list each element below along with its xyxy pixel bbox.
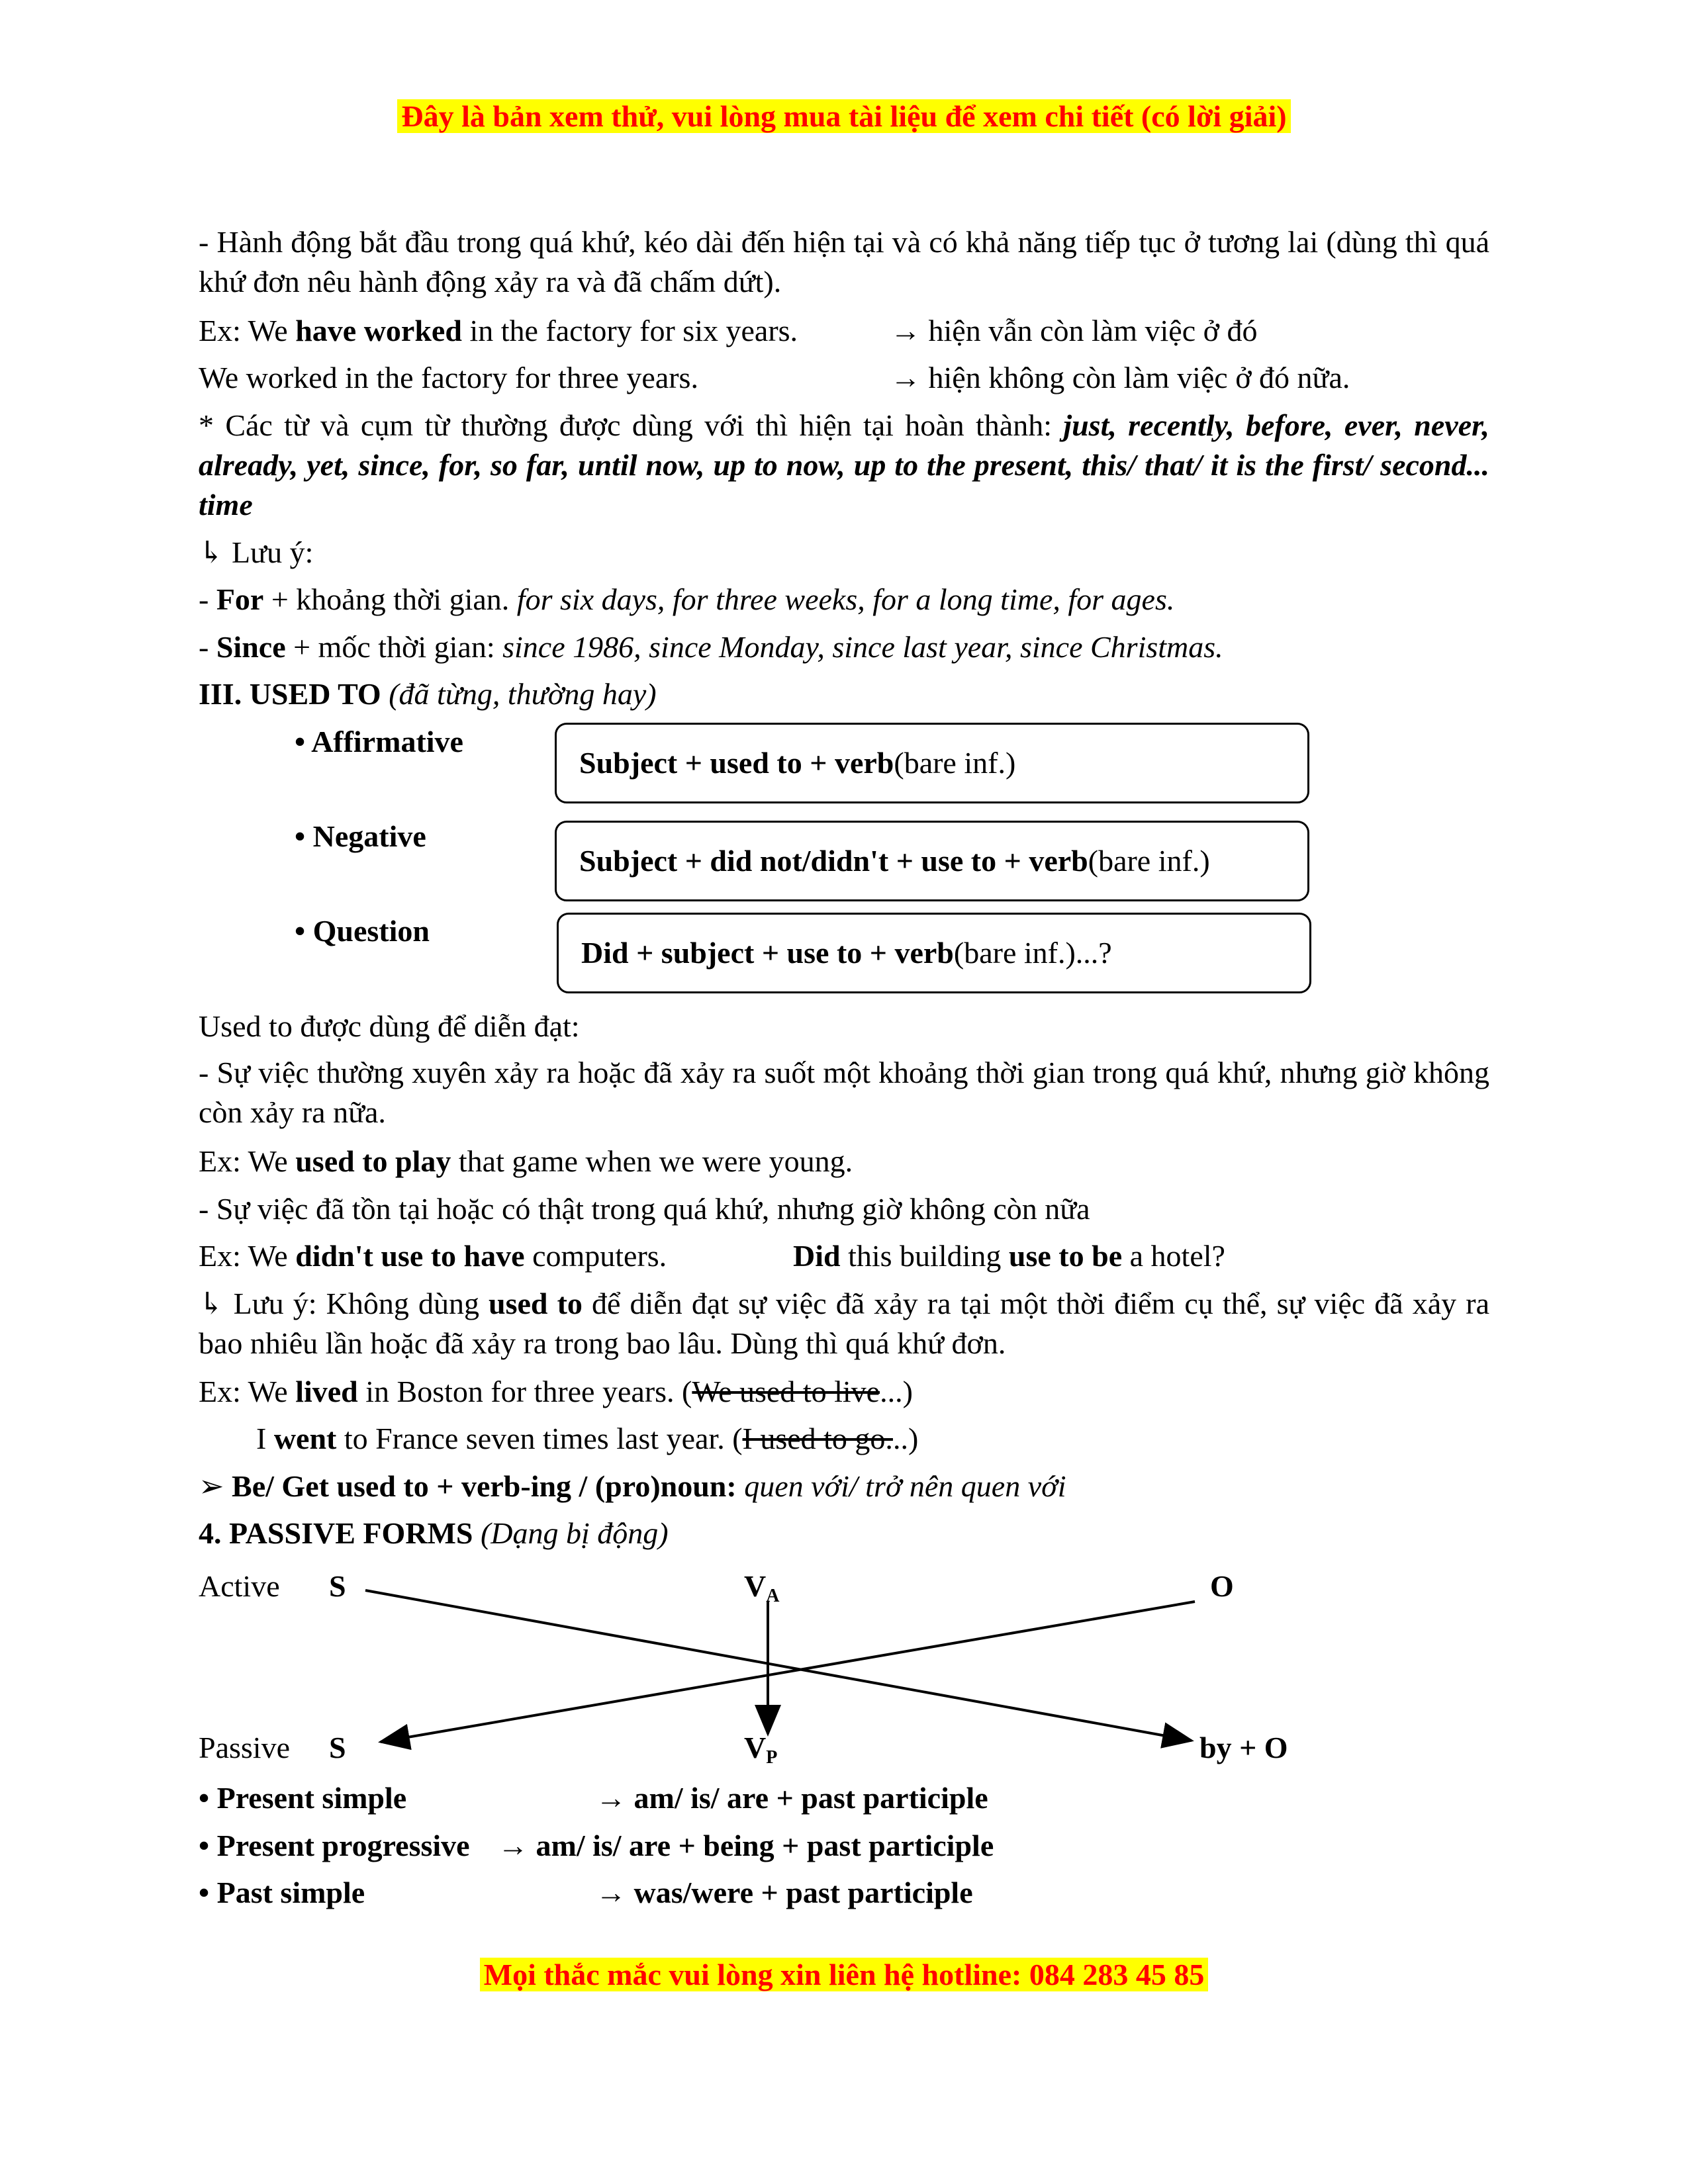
for-rule: - For + khoảng thời gian. for six days, for three weeks, for a long time, for ages. [199, 582, 1175, 616]
example-line: Ex: We have worked in the factory for six years. [199, 314, 798, 347]
since-rule: - Since + mốc thời gian: since 1986, since Monday, since last year, since Christmas. [199, 630, 1223, 664]
passive-rule: • Present simple [199, 1781, 407, 1815]
formula-box: Subject + used to + verb (bare inf.) [555, 723, 1309, 803]
signal-words: * Các từ và cụm từ thường được dùng với thì hiện tại hoàn thành: just, recently, before, ever, never, already, yet, since, for, so far, until now, up to now, up to the present, this/ that/ it is the first/ second... time [199, 408, 1490, 522]
bullet-icon: • [199, 1829, 217, 1862]
example-note: → hiện không còn làm việc ở đó nữa. [890, 361, 1350, 394]
bullet-icon: • [199, 1781, 217, 1815]
passive-label: Passive [199, 1731, 290, 1764]
example-note: → hiện vẫn còn làm việc ở đó [890, 314, 1258, 347]
bullet-icon: • [199, 1876, 217, 1909]
form-label: • Affirmative [295, 725, 463, 758]
note-line: ↳ Lưu ý: [199, 535, 314, 569]
paragraph-usage: - Hành động bắt đầu trong quá khứ, kéo dài đến hiện tại và có khả năng tiếp tục ở tương lai (dùng thì quá khứ đơn nêu hành động xảy ra và đã chấm dứt). [199, 225, 1489, 298]
passive-rule: • Past simple [199, 1876, 365, 1909]
form-label: • Negative [295, 819, 426, 853]
subject-to-agent-arrow [365, 1590, 1192, 1741]
passive-rule-form: → was/were + past participle [596, 1876, 973, 1909]
usage-paragraph: - Sự việc đã tồn tại hoặc có thật trong quá khứ, nhưng giờ không còn nữa [199, 1192, 1090, 1226]
section-heading: III. USED TO (đã từng, thường hay) [199, 677, 657, 711]
passive-subject: S [329, 1731, 346, 1764]
example-line: I went to France seven times last year. (I used to go...) [256, 1422, 919, 1455]
usage-intro: Used to được dùng để diễn đạt: [199, 1009, 580, 1043]
example-line: Ex: We used to play that game when we were young. [199, 1144, 853, 1178]
bullet-icon: • [295, 725, 312, 758]
passive-rule-form: → am/ is/ are + past participle [596, 1781, 988, 1815]
object-to-subject-arrow [381, 1602, 1195, 1742]
active-object: O [1210, 1569, 1234, 1603]
preview-banner: Đây là bản xem thử, vui lòng mua tài liệu để xem chi tiết (có lời giải) [0, 98, 1688, 135]
example-line: Did this building use to be a hotel? [793, 1239, 1225, 1273]
be-get-used-to: ➢ Be/ Get used to + verb-ing / (pro)noun: quen với/ trở nên quen với [199, 1469, 1066, 1503]
passive-verb: $V_P$ [744, 1731, 778, 1768]
note-paragraph: ↳ Lưu ý: Không dùng used to để diễn đạt sự việc đã xảy ra tại một thời điểm cụ thể, sự việc đã xảy ra bao nhiêu lần hoặc đã xảy ra trong bao lâu. Dùng thì quá khứ đơn. [199, 1287, 1489, 1360]
example-line: Ex: We didn't use to have computers. [199, 1239, 667, 1273]
active-subject: S [329, 1569, 346, 1603]
arrowhead-bullet-icon: ➢ [199, 1469, 232, 1503]
bullet-icon: • [295, 914, 313, 948]
form-label: • Question [295, 914, 430, 948]
formula-box: Did + subject + use to + verb (bare inf.)...? [557, 913, 1311, 993]
active-label: Active [199, 1569, 280, 1603]
passive-rule: • Present progressive [199, 1829, 470, 1862]
bullet-icon: • [295, 819, 313, 853]
example-line: We worked in the factory for three years. [199, 361, 698, 394]
passive-rule-form: → am/ is/ are + being + past participle [498, 1829, 994, 1862]
usage-paragraph: - Sự việc thường xuyên xảy ra hoặc đã xảy ra suốt một khoảng thời gian trong quá khứ, nhưng giờ không còn xảy ra nữa. [199, 1056, 1489, 1129]
section-heading: 4. PASSIVE FORMS (Dạng bị động) [199, 1516, 669, 1550]
hooked-arrow-icon: ↳ [199, 1287, 234, 1320]
hotline-banner: Mọi thắc mắc vui lòng xin liên hệ hotline: 084 283 45 85 [0, 1956, 1688, 1993]
active-verb: $V_A$ [744, 1569, 780, 1606]
formula-box: Subject + did not/didn't + use to + verb (bare inf.) [555, 821, 1309, 901]
example-line: Ex: We lived in Boston for three years. (We used to live...) [199, 1375, 913, 1408]
hooked-arrow-icon: ↳ [199, 535, 232, 569]
passive-agent: by + O [1199, 1731, 1288, 1764]
